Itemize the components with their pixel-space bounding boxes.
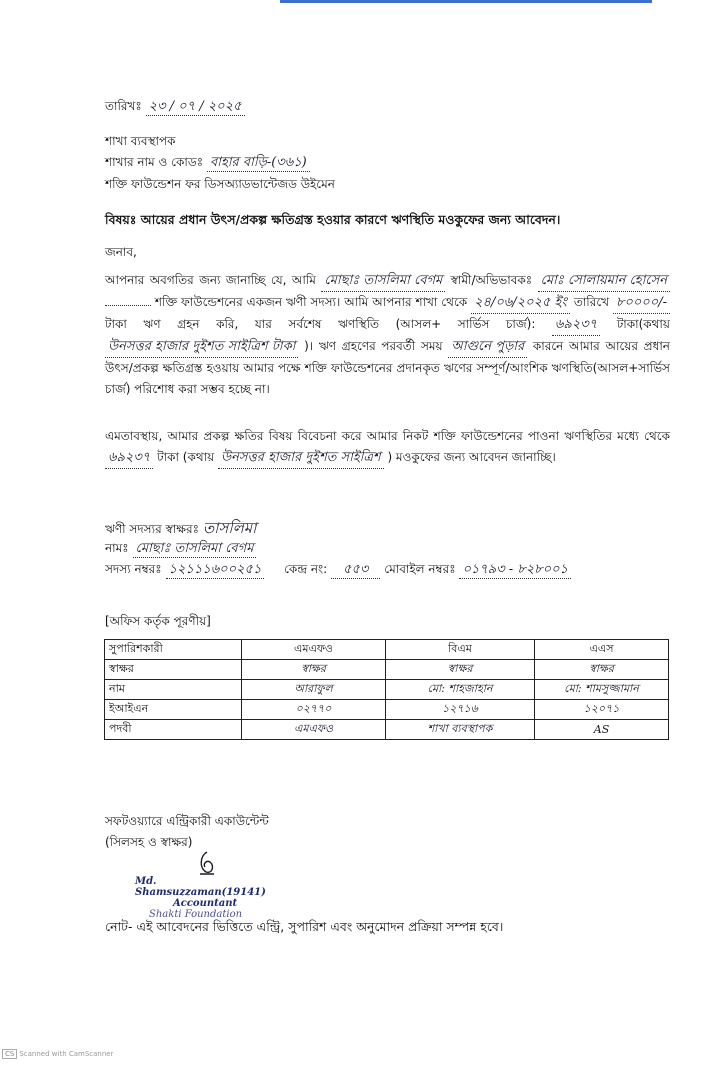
table-row — [105, 680, 669, 700]
body2-text-3: ) মওকুফের জন্য আবেদন জানাচ্ছি। — [387, 450, 556, 464]
stamp-name: Md. Shamsuzzaman(19141) — [135, 876, 266, 898]
designation-cell: এমএফও — [242, 720, 386, 740]
branch-line — [105, 154, 310, 172]
name-cell: আরাফুল — [242, 680, 386, 700]
body1-text-5: টাকা ঋণ গ্রহন করি, যার সর্বশেষ ঋণস্থিতি (আসল+ সার্ভিস চার্জ): — [105, 317, 536, 331]
body1-text-7: )। ঋণ গ্রহণের পরবর্তী সময় — [304, 339, 443, 353]
designation-cell: AS — [535, 720, 669, 740]
body1-text-2: স্বামী/অভিভাবকঃ — [450, 273, 533, 287]
name-cell: মো: শাহজাহান — [386, 680, 535, 700]
member-signature-label: ঋণী সদস্যর স্বাক্ষরঃ — [105, 522, 199, 536]
loan-amount-handwritten: ৮০০০০/- — [613, 292, 670, 314]
member-name-value: মোছাঃ তাসলিমা বেগম — [133, 541, 257, 558]
body1-text-6: টাকা(কথায় — [616, 317, 670, 331]
member-name-handwritten: মোছাঃ তাসলিমা বেগম — [321, 270, 445, 292]
body2-text-1: এমতাবস্থায়, আমার প্রকল্প ক্ষতির বিষয় বিবেচনা করে আমার নিকট শক্তি ফাউন্ডেশনের পাওনা ঋণস্থিতির মধ্যে থেকে — [105, 429, 670, 443]
table-header-row — [105, 640, 669, 660]
scan-edge-bar — [280, 0, 652, 3]
ein-cell: ১২০৭১ — [535, 700, 669, 720]
mobile-label: মোবাইল নম্বরঃ — [384, 562, 456, 576]
body1-text-8: কারনে আমার আয়ের প্রধান উৎস/প্রকল্প ক্ষতিগ্রস্ত হওয়ায় আমার পক্ষে শক্তি ফাউন্ডেশনের প্রদানকৃত ঋণের সম্পূর্ণ/আংশিক ঋণস্থিতি(আসল+সার্ভিস চার্জ) পরিশোধ করা সম্ভব হচ্ছে না। — [105, 339, 670, 396]
member-name-label: নামঃ — [105, 541, 129, 555]
stamp-designation: Accountant — [173, 898, 238, 909]
center-label: কেন্দ্র নং: — [284, 562, 328, 576]
table-row — [105, 720, 669, 740]
body1-text-1: আপনার অবগতির জন্য জানাচ্ছি যে, আমি — [105, 273, 316, 287]
body-paragraph-2 — [105, 426, 670, 469]
table-header: এমএফও — [242, 640, 386, 660]
member-info-line — [105, 561, 571, 579]
accountant-signature-icon — [196, 850, 218, 876]
recommendation-table — [104, 639, 669, 740]
stamp-organization: Shakti Foundation — [149, 909, 243, 920]
name-cell: মো: শামসুজ্জামান — [535, 680, 669, 700]
designation-cell: শাখা ব্যবস্থাপক — [386, 720, 535, 740]
branch-label: শাখার নাম ও কোডঃ — [105, 155, 204, 169]
row-label: পদবী — [105, 720, 242, 740]
table-header: এএস — [535, 640, 669, 660]
scanner-text: Scanned with CamScanner — [19, 1050, 114, 1058]
ein-cell: ১২৭১৬ — [386, 700, 535, 720]
body1-text-4: তারিখে — [573, 295, 610, 309]
member-number-label: সদস্য নম্বরঃ — [105, 562, 162, 576]
date-value: ২৩ / ০৭ / ২০২৫ — [146, 99, 245, 116]
body2-text-2: টাকা (কথায় — [157, 450, 215, 464]
subject-line: বিষয়ঃ আয়ের প্রধান উৎস/প্রকল্প ক্ষতিগ্রস্ত হওয়ার কারণে ঋণস্থিতি মওকুফের জন্য আবেদন। — [105, 212, 561, 227]
salutation: জনাব, — [105, 245, 137, 259]
date-line — [105, 98, 245, 116]
accountant-subtitle: (সিলসহ ও স্বাক্ষর) — [105, 835, 193, 849]
member-signature: তাসলিমা — [202, 519, 257, 537]
row-label: নাম — [105, 680, 242, 700]
table-header: সুপারিশকারী — [105, 640, 242, 660]
waiver-amount-handwritten: ৬৯২৩৭ — [105, 447, 153, 469]
member-number-value: ১২১১১৬০০২৫১ — [166, 562, 265, 579]
reason-handwritten: আগুনে পুড়ার — [448, 336, 527, 358]
center-value: ৫৫৩ — [331, 562, 380, 579]
signature-cell: স্বাক্ষর — [242, 660, 386, 680]
mobile-value: ০১৭৯৩ - ৮২৮০০১ — [459, 562, 571, 579]
row-label: স্বাক্ষর — [105, 660, 242, 680]
loan-date-handwritten: ২৪/০৬/২০২৫ ইং — [471, 292, 570, 314]
guardian-name-handwritten: মোঃ সোলায়মান হোসেন — [538, 270, 670, 292]
camscanner-logo-icon: CS — [2, 1049, 17, 1059]
table-header: বিএম — [386, 640, 535, 660]
signature-cell: স্বাক্ষর — [535, 660, 669, 680]
balance-handwritten: ৬৯২৩৭ — [552, 314, 600, 336]
balance-words-handwritten: উনসত্তর হাজার দুইশত সাইত্রিশ টাকা — [105, 336, 298, 358]
office-section-title: [অফিস কর্তৃক পূরণীয়] — [105, 614, 211, 628]
table-row — [105, 660, 669, 680]
body1-text-3: শক্তি ফাউন্ডেশনের একজন ঋণী সদস্য। আমি আপনার শাখা থেকে — [154, 295, 468, 309]
row-label: ইআইএন — [105, 700, 242, 720]
organization-name: শক্তি ফাউন্ডেশন ফর ডিসঅ্যাডভান্টেজড উইমেন — [105, 177, 335, 191]
ein-cell: ০২৭৭০ — [242, 700, 386, 720]
waiver-words-handwritten: উনসত্তর হাজার দুইশত সাইত্রিশ — [218, 447, 384, 469]
date-label: তারিখঃ — [105, 99, 142, 113]
footer-note: নোট- এই আবেদনের ভিত্তিতে এন্ট্রি, সুপারিশ এবং অনুমোদন প্রক্রিয়া সম্পন্ন হবে। — [105, 919, 504, 934]
table-row — [105, 700, 669, 720]
branch-value: বাহার বাড়ি-(৩৬১) — [207, 155, 310, 172]
accountant-stamp — [135, 876, 285, 920]
signature-cell: স্বাক্ষর — [386, 660, 535, 680]
scanner-watermark — [2, 1049, 114, 1059]
member-signature-line — [105, 520, 257, 537]
blank-dots — [105, 305, 151, 306]
member-name-line — [105, 540, 256, 558]
body-paragraph-1 — [105, 270, 670, 400]
recipient-title: শাখা ব্যবস্থাপক — [105, 134, 176, 148]
accountant-title: সফটওয়্যারে এন্ট্রিকারী একাউন্টেন্ট — [105, 814, 269, 828]
